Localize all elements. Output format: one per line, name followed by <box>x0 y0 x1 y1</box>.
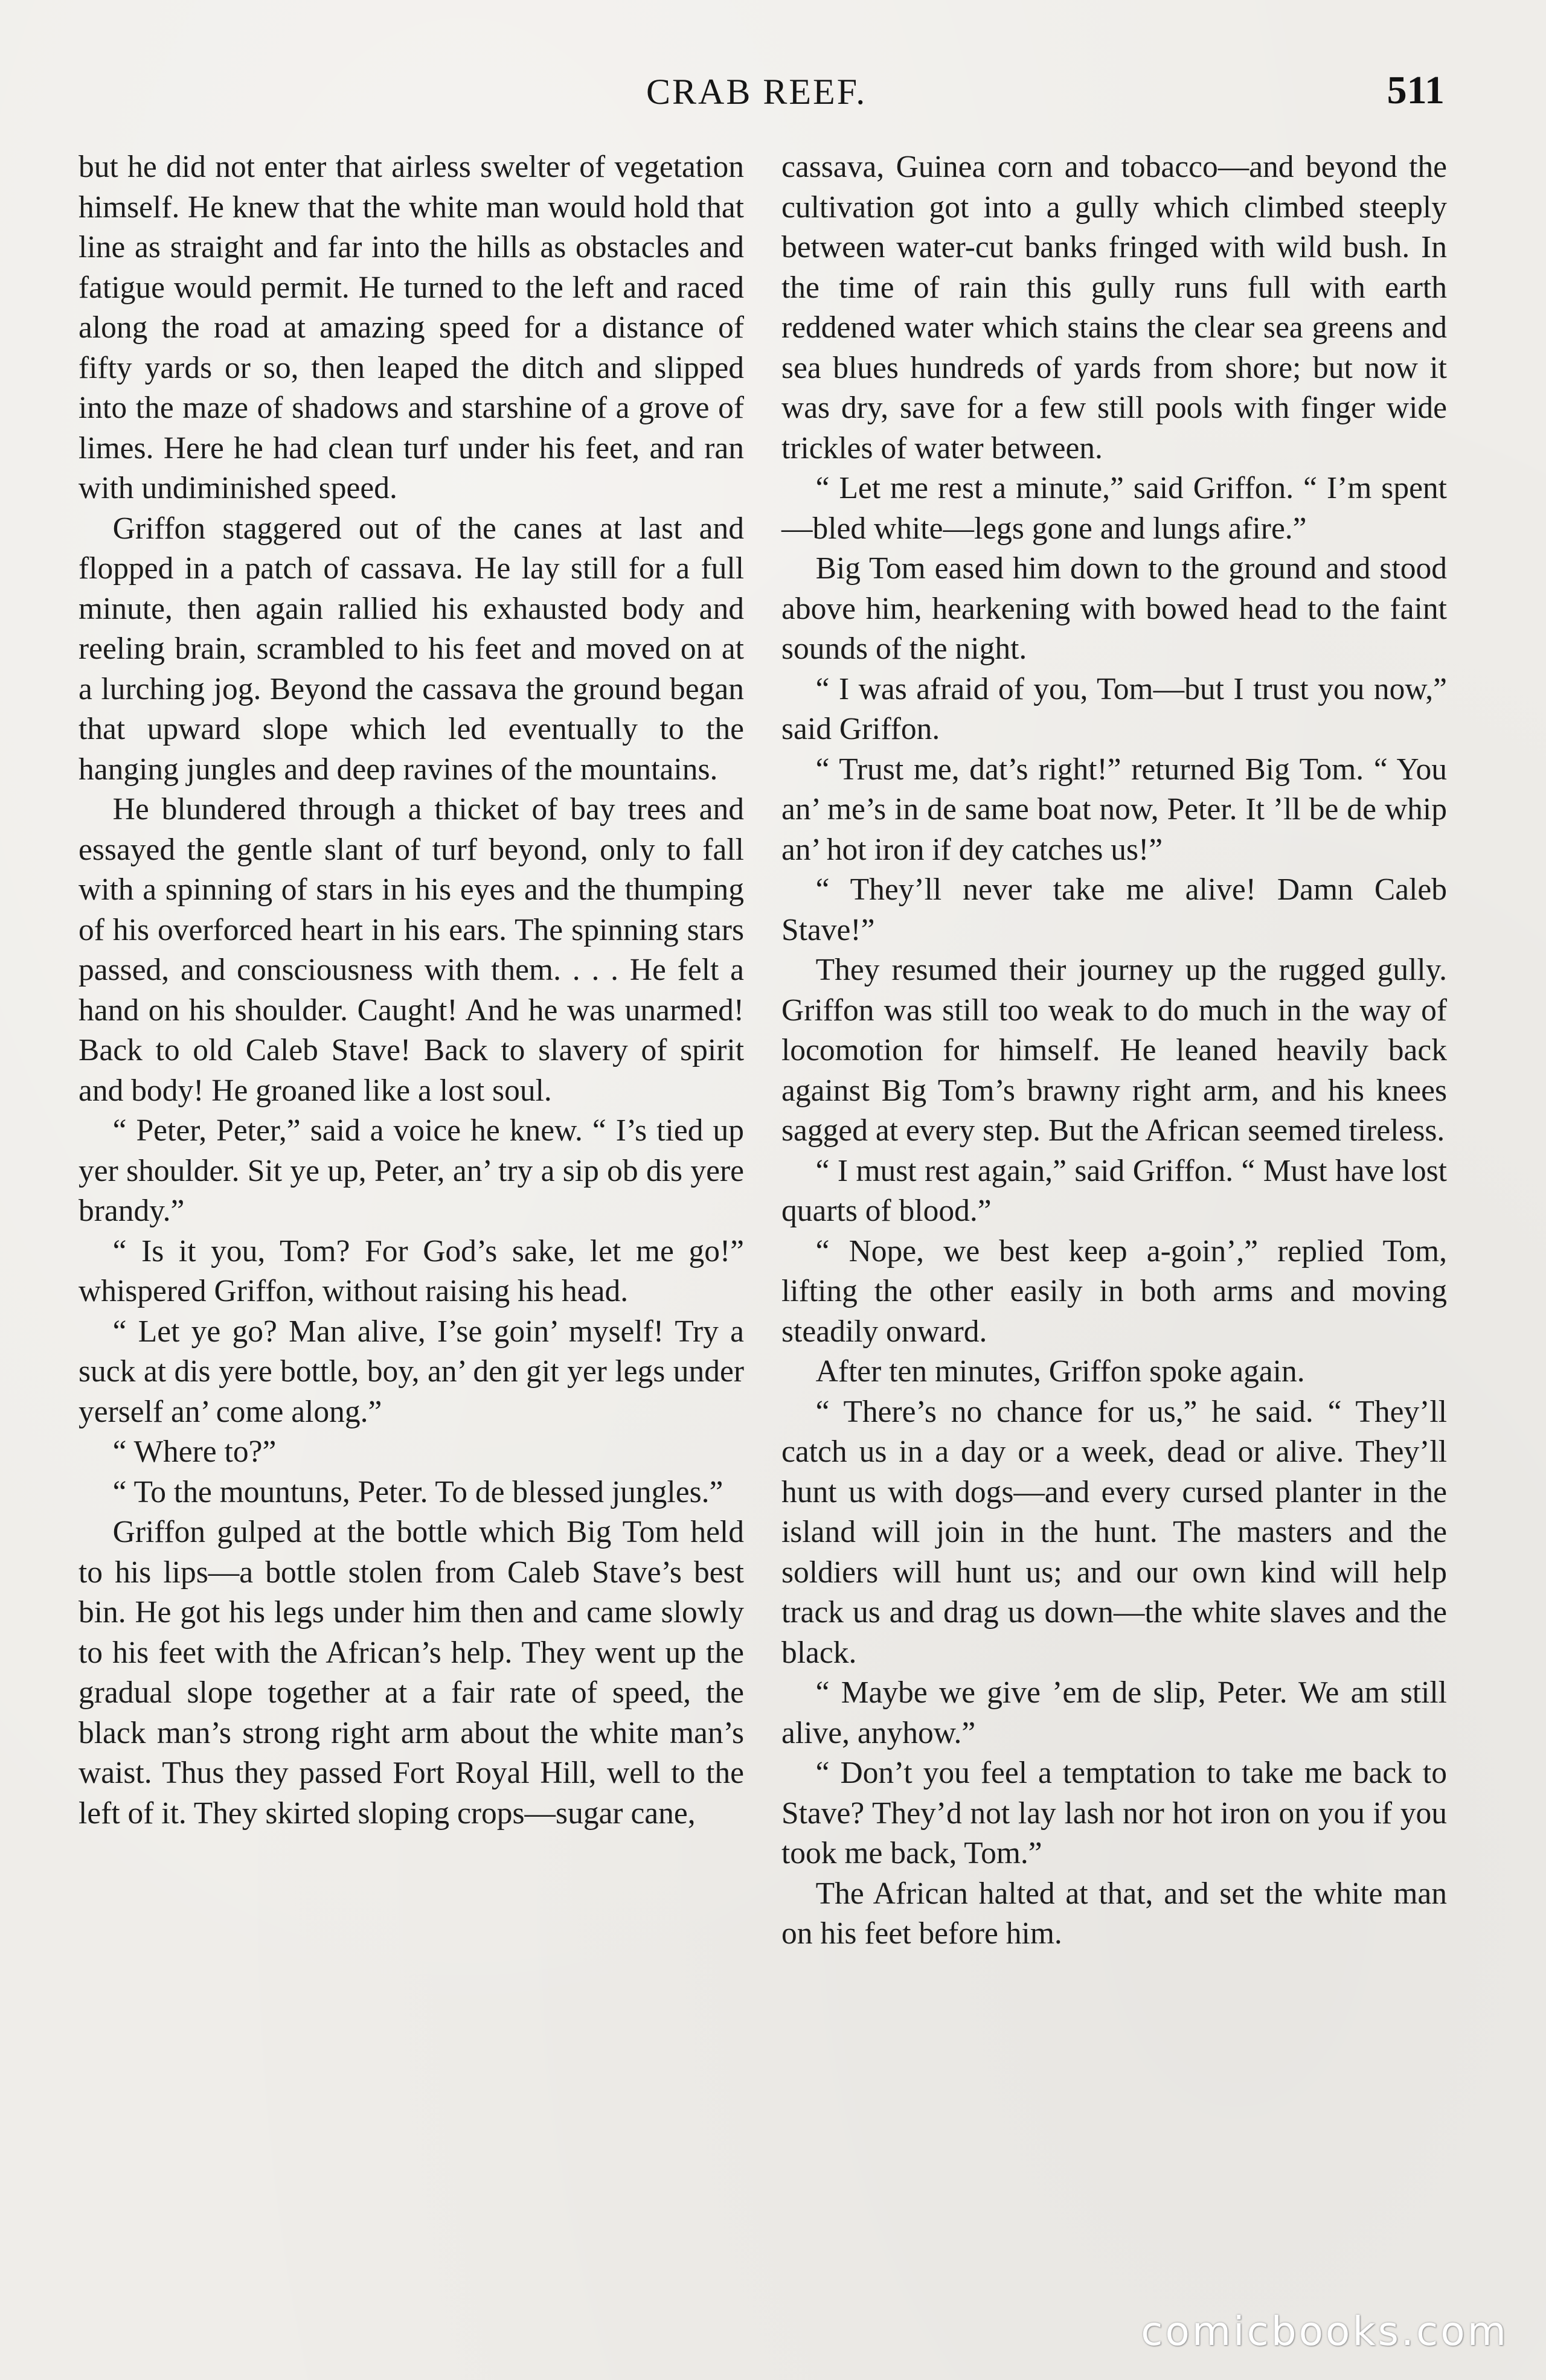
paragraph: “ Let ye go? Man alive, I’se goin’ myself! Try a suck at dis yere bottle, boy, an’ den git yer legs under yerself an’ come along.” <box>79 1314 744 1429</box>
paragraph: “ Nope, we best keep a-goin’,” replied Tom, lifting the other easily in both arms and moving steadily onward. <box>781 1233 1447 1349</box>
paragraph: “ There’s no chance for us,” he said. “ They’ll catch us in a day or a week, dead or alive. They’ll hunt us with dogs—and every cursed planter in the island will join in the hunt. The masters and the soldiers will hunt us; and our own kind will help track us and drag us down—the white slaves and the black. <box>781 1394 1447 1670</box>
left-column <box>79 147 744 1834</box>
paragraph: After ten minutes, Griffon spoke again. <box>815 1354 1305 1389</box>
paragraph: “ Where to?” <box>112 1435 277 1469</box>
paragraph: They resumed their journey up the rugged gully. Griffon was still too weak to do much in the way of locomotion for himself. He leaned heavily back against Big Tom’s brawny right arm, and his knees sagged at every step. But the African seemed tireless. <box>781 953 1447 1148</box>
paragraph: “ Maybe we give ’em de slip, Peter. We am still alive, anyhow.” <box>781 1675 1447 1750</box>
paragraph: Griffon staggered out of the canes at last and flopped in a patch of cassava. He lay still for a full minute, then again rallied his exhausted body and reeling brain, scrambled to his feet and moved on at a lurching jog. Beyond the cassava the ground began that upward slope which led eventually to the hanging jungles and deep ravines of the mountains. <box>79 511 744 787</box>
paragraph: “ Trust me, dat’s right!” returned Big Tom. “ You an’ me’s in de same boat now, Peter. It ’ll be de whip an’ hot iron if dey catches us!” <box>781 752 1447 867</box>
paragraph: “ I must rest again,” said Griffon. “ Must have lost quarts of blood.” <box>781 1153 1447 1228</box>
right-column <box>781 147 1447 1954</box>
paragraph: “ Peter, Peter,” said a voice he knew. “ I’s tied up yer shoulder. Sit ye up, Peter, an’ try a sip ob dis yere brandy.” <box>79 1113 744 1228</box>
running-title: CRAB REEF. <box>646 72 867 112</box>
paragraph: Big Tom eased him down to the ground and stood above him, hearkening with bowed head to the faint sounds of the night. <box>781 551 1447 666</box>
page-number: 511 <box>1387 68 1445 112</box>
paragraph: “ To the mountuns, Peter. To de blessed jungles.” <box>112 1474 723 1509</box>
paragraph: “ Is it you, Tom? For God’s sake, let me go!” whispered Griffon, without raising his head. <box>79 1233 744 1308</box>
paragraph: He blundered through a thicket of bay trees and essayed the gentle slant of turf beyond, only to fall with a spinning of stars in his eyes and the thumping of his overforced heart in his ears. The spinning stars passed, and consciousness with them. . . . He felt a hand on his shoulder. Caught! And he was unarmed! Back to old Caleb Stave! Back to slavery of spirit and body! He groaned like a lost soul. <box>79 792 744 1108</box>
paragraph: “ Don’t you feel a temptation to take me back to Stave? They’d not lay lash nor hot iron on you if you took me back, Tom.” <box>781 1756 1447 1870</box>
paragraph: cassava, Guinea corn and tobacco—and beyond the cultivation got into a gully which climbed steeply between water-cut banks fringed with wild bush. In the time of rain this gully runs full with earth reddened water which stains the clear sea greens and sea blues hundreds of yards from shore; but now it was dry, save for a few still pools with finger wide trickles of water between. <box>781 150 1447 465</box>
paragraph: but he did not enter that airless swelter of vegetation himself. He knew that the white man would hold that line as straight and far into the hills as obstacles and fatigue would permit. He turned to the left and raced along the road at amazing speed for a distance of fifty yards or so, then leaped the ditch and slipped into the maze of shadows and starshine of a grove of limes. Here he had clean turf under his feet, and ran with undiminished speed. <box>79 150 744 505</box>
paragraph: The African halted at that, and set the white man on his feet before him. <box>781 1876 1447 1951</box>
site-watermark: comicbooks.com <box>1141 2308 1509 2355</box>
paragraph: Griffon gulped at the bottle which Big Tom held to his lips—a bottle stolen from Caleb Stave’s best bin. He got his legs under him then and came slowly to his feet with the African’s help. They went up the gradual slope together at a fair rate of speed, the black man’s strong right arm about the white man’s waist. Thus they passed Fort Royal Hill, well to the left of it. They skirted sloping crops—sugar cane, <box>79 1515 744 1831</box>
paragraph: “ I was afraid of you, Tom—but I trust you now,” said Griffon. <box>781 671 1447 746</box>
paragraph: “ Let me rest a minute,” said Griffon. “ I’m spent—bled white—legs gone and lungs afire.” <box>781 471 1447 546</box>
paragraph: “ They’ll never take me alive! Damn Caleb Stave!” <box>781 872 1447 947</box>
